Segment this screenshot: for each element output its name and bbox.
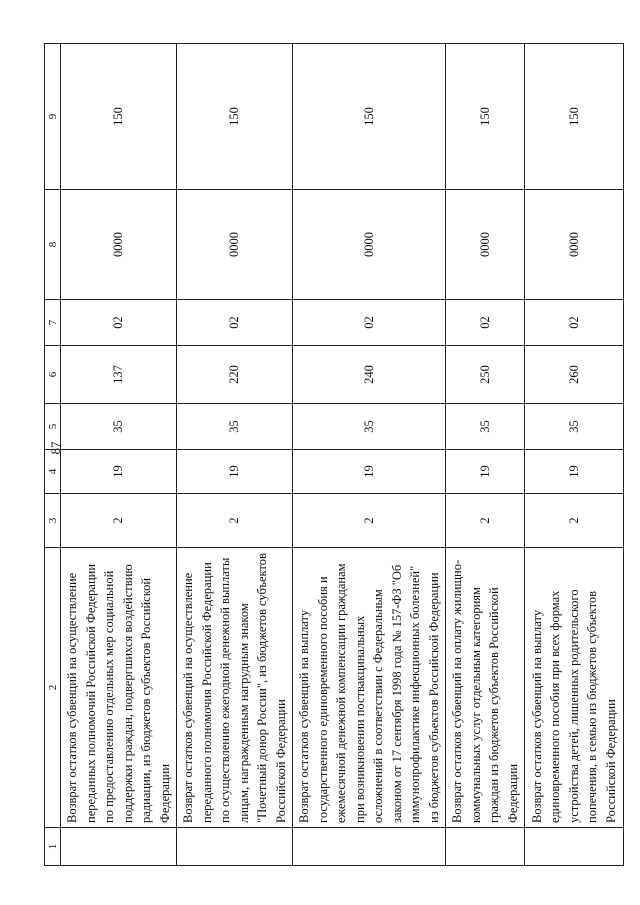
cell-description: Возврат остатков субвенций на оплату жилищно-коммунальных услуг отдельным категориям граждан из бюджетов субъектов Российской Федерации	[446, 548, 525, 828]
cell-col9: 150	[177, 44, 293, 190]
column-header-9: 9	[45, 44, 61, 190]
cell-col3: 2	[61, 494, 177, 548]
cell-col4: 19	[177, 450, 293, 494]
cell-col8: 0000	[525, 190, 624, 300]
cell-col4: 19	[61, 450, 177, 494]
column-header-2: 2	[45, 548, 61, 828]
cell-col1	[525, 828, 624, 866]
column-header-4: 4	[45, 450, 61, 494]
cell-col4: 19	[446, 450, 525, 494]
cell-col1	[177, 828, 293, 866]
cell-col6: 220	[177, 346, 293, 404]
column-header-5: 5	[45, 404, 61, 450]
budget-code-table	[44, 43, 624, 866]
column-header-7: 7	[45, 300, 61, 346]
cell-col6: 137	[61, 346, 177, 404]
cell-col7: 02	[293, 300, 446, 346]
cell-col3: 2	[525, 494, 624, 548]
cell-col1	[446, 828, 525, 866]
cell-description: Возврат остатков субвенций на осуществление переданного полномочия Российской Федерации по осуществлению ежегодной денежной выплаты лицам, награжденным нагрудным знаком "Почетный донор России", из бюджетов субъектов Российской Федерации	[177, 548, 293, 828]
cell-description: Возврат остатков субвенций на выплату единовременного пособия при всех формах устройства детей, лишенных родительского попечения, в семью из бюджетов субъектов Российской Федерации	[525, 548, 624, 828]
cell-col7: 02	[446, 300, 525, 346]
cell-col6: 240	[293, 346, 446, 404]
cell-col7: 02	[61, 300, 177, 346]
cell-col5: 35	[525, 404, 624, 450]
cell-col8: 0000	[446, 190, 525, 300]
cell-col9: 150	[446, 44, 525, 190]
cell-col8: 0000	[61, 190, 177, 300]
cell-col3: 2	[177, 494, 293, 548]
table-row	[446, 44, 525, 866]
column-number-header	[45, 44, 61, 866]
cell-col9: 150	[293, 44, 446, 190]
cell-col3: 2	[446, 494, 525, 548]
cell-col1	[293, 828, 446, 866]
cell-col8: 0000	[293, 190, 446, 300]
cell-col5: 35	[177, 404, 293, 450]
table-row	[293, 44, 446, 866]
cell-col5: 35	[61, 404, 177, 450]
table-row	[525, 44, 624, 866]
column-header-3: 3	[45, 494, 61, 548]
cell-col7: 02	[525, 300, 624, 346]
cell-description: Возврат остатков субвенций на выплату государственного единовременного пособия и ежемесячной денежной компенсации гражданам при возникновении поствакцинальных осложнений в соответствии с Федеральным законом от 17 сентября 1998 года № 157-ФЗ "Об иммунопрофилактике инфекционных болезней" из бюджетов субъектов Российской Федерации	[293, 548, 446, 828]
column-header-1: 1	[45, 828, 61, 866]
cell-col5: 35	[446, 404, 525, 450]
cell-col5: 35	[293, 404, 446, 450]
cell-col4: 19	[525, 450, 624, 494]
rotated-table-container	[44, 44, 618, 866]
cell-col6: 250	[446, 346, 525, 404]
cell-col8: 0000	[177, 190, 293, 300]
column-header-8: 8	[45, 190, 61, 300]
column-header-6: 6	[45, 346, 61, 404]
cell-col3: 2	[293, 494, 446, 548]
cell-col1	[61, 828, 177, 866]
cell-description: Возврат остатков субвенций на осуществление переданных полномочий Российской Федерации по предоставлению отдельных мер социальной поддержки граждан, подвергшихся воздействию радиации, из бюджетов субъектов Российской Федерации	[61, 548, 177, 828]
cell-col6: 260	[525, 346, 624, 404]
cell-col7: 02	[177, 300, 293, 346]
table-row	[61, 44, 177, 866]
cell-col4: 19	[293, 450, 446, 494]
cell-col9: 150	[525, 44, 624, 190]
page-number: 87	[48, 441, 63, 455]
cell-col9: 150	[61, 44, 177, 190]
table-row	[177, 44, 293, 866]
